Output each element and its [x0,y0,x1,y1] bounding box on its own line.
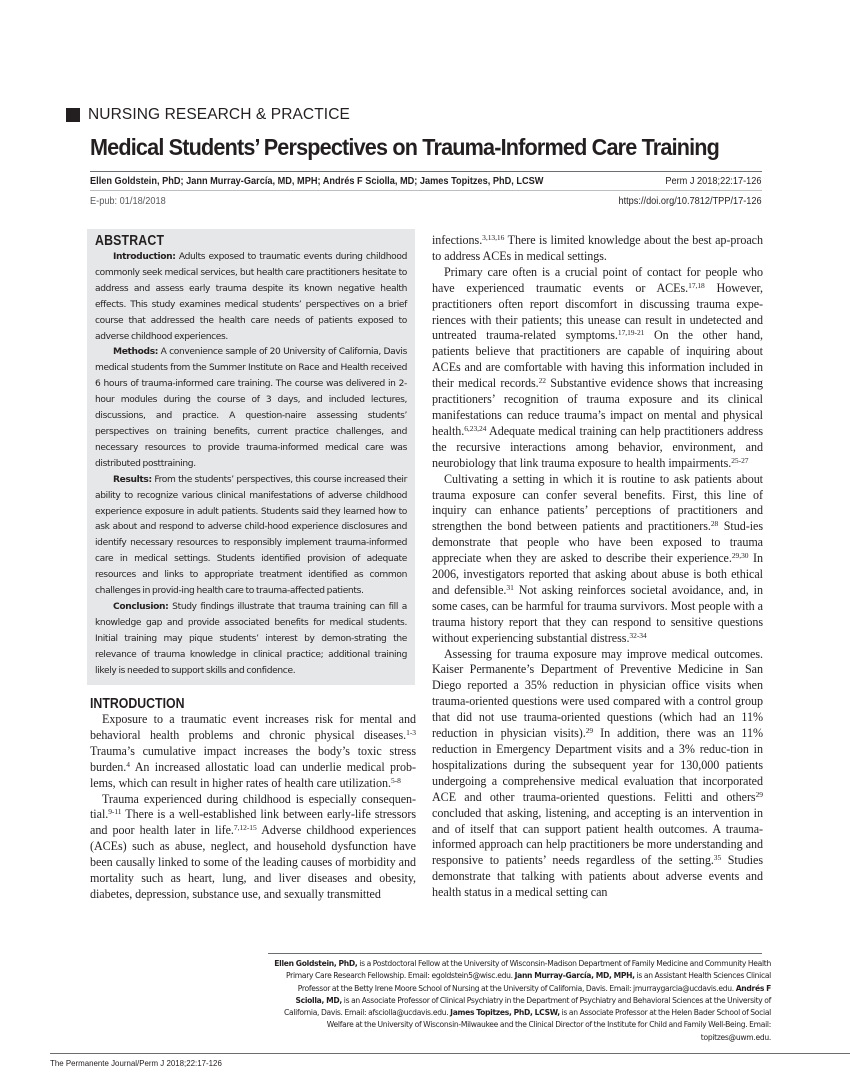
byline [90,176,762,187]
author-list: Ellen Goldstein, PhD; Jann Murray-García, MD, MPH; Andrés F Sciolla, MD; James Topitzes, PhD, LCSW [90,176,544,187]
abstract-heading: ABSTRACT [95,233,165,249]
text-run: is a Postdoctoral Fellow at the University of Wisconsin-Madison Department of Family Medicine and Community Health Primary Care Research Fellowship. Email: egoldstein5@wisc.edu. [286,959,771,981]
citation-reference[interactable]: 28 [710,519,719,529]
introduction-heading: INTRODUCTION [90,696,185,712]
body-paragraph [432,472,763,647]
citation-reference[interactable]: 17,18 [688,280,705,290]
author-notes-divider [268,953,762,954]
abstract-methods [95,345,407,472]
author-name: Andrés F Sciolla, MD, [295,983,771,1005]
citation-reference[interactable]: 17,19-21 [617,328,645,338]
byline-divider [90,190,762,191]
text-run: In 2006, investigators reported that asking about abuse is both ethical and defensible. [432,551,763,597]
author-name: James Topitzes, PhD, LCSW, [450,1008,560,1018]
title-divider [90,171,762,172]
text-run: Not asking reinforces societal avoidance, and, in some cases, can be harmful for trauma survivors. Most people with a trauma history report that they can respond to sensitive questions without experiencing substantial distress. [432,582,763,645]
citation-reference[interactable]: 35 [713,853,722,863]
citation-reference[interactable]: 7,12-15 [233,823,257,833]
abstract-text: Adults exposed to traumatic events during childhood commonly seek medical services, but health care practitioners hesitate to address and assess early trauma despite its known negative health effects. This study examines medical students’ perspectives on a brief course that addressed the health care needs of patients exposed to adverse childhood experiences. [95,252,407,342]
citation-reference[interactable]: 6,23,24 [464,423,487,433]
author-notes [268,958,771,1044]
publication-info [90,196,762,207]
text-run: Adverse childhood experiences (ACEs) such as abuse, neglect, and household dysfunction have been causally linked to some of the leading causes of morbidity and mortality such as heart, lung, and liver diseases and obesity, diabetes, depression, substance use, and sexually transmitted [90,823,416,901]
section-tag [66,106,350,124]
text-run: Studies demonstrate that talking with patients about adverse events and health status in a medical setting can [432,853,763,900]
text-run: infections. [432,233,483,247]
citation-reference[interactable]: 3,13,16 [482,232,505,242]
text-run: Trauma’s cumulative impact increases the body’s toxic stress burden. [90,743,416,774]
text-run: Adequate medical training can help practitioners address the recursive interactions among behavior, environment, and neurobiology that link trauma exposure to health impairments. [432,423,763,470]
right-column [432,233,763,901]
abstract-label: Introduction: [113,252,176,262]
text-run: There is limited knowledge about the best ap-proach to address ACEs in medical settings. [432,233,763,263]
page-footer: The Permanente Journal/Perm J 2018;22:17-126 [50,1058,222,1068]
abstract-introduction [95,250,407,345]
text-run: There is a well-established link between early-life stressors and poor health later in life. [90,807,416,838]
abstract-results [95,473,407,600]
text-run: An increased allostatic load can underlie medical prob-lems, which can result in higher rates of health care utilization. [90,759,416,790]
abstract-label: Results: [113,474,152,485]
epub-date: E-pub: 01/18/2018 [90,196,166,207]
text-run: concluded that asking, listening, and accepting is an intervention in and of itself that can support patient health outcomes. A trauma-informed approach can help practitioners be more understanding and responsive to patients’ needs regardless of the setting. [432,805,763,868]
section-label: NURSING RESEARCH & PRACTICE [88,106,350,123]
abstract-label: Conclusion: [113,601,169,612]
body-paragraph [90,792,416,903]
citation-reference[interactable]: 22 [538,376,547,386]
doi-link[interactable]: https://doi.org/10.7812/TPP/17-126 [618,196,762,207]
text-run: is an Associate Professor of Clinical Psychiatry in the Department of Psychiatry and Behavioral Sciences at the University of California, Davis. Email: afsciolla@ucdavis.edu. [284,995,771,1018]
text-run: Trauma experienced during childhood is especially consequen-tial. [90,791,416,822]
text-run: Substantive evidence shows that increasing practitioners’ recognition of trauma exposure and its clinical manifestations can reduce trauma’s impact on mental and physical health. [432,376,763,438]
left-column [90,696,416,903]
citation-reference[interactable]: 1-3 [406,727,416,737]
text-run: In addition, there was an 11% reduction in Emergency Department visits and a 3% reduc-tion in hospitalizations during the subsequent year for 130,000 patients undergoing a comprehensive medical evaluation that incorporated ACE and other trauma-oriented questions. Felitti and others [432,726,763,804]
body-paragraph [432,265,763,472]
body-paragraph [432,647,763,902]
text-run: Exposure to a traumatic event increases risk for mental and behavioral health problems and chronic physical diseases. [90,712,416,742]
body-paragraph [90,712,416,792]
author-name: Ellen Goldstein, PhD, [274,959,358,968]
body-paragraph [432,233,763,265]
text-run: Primary care often is a crucial point of contact for people who have experienced traumatic events or ACEs. [432,264,763,295]
citation-reference[interactable]: 29 [755,789,763,799]
introduction-left-text [90,712,416,903]
citation-reference[interactable]: 32-34 [629,630,647,640]
author-name: Jann Murray-García, MD, MPH, [514,971,635,981]
text-run: On the other hand, patients believe that practitioners are capable of inquiring about ACEs and are comfortable with having this information included in their medical records. [432,328,763,391]
journal-citation: Perm J 2018;22:17-126 [665,176,762,187]
text-run: Stud-ies demonstrate that people who have been exposed to trauma appreciate when they are asked to describe their experience. [432,519,763,566]
citation-reference[interactable]: 5-8 [390,775,401,785]
text-run: is an Associate Professor at the Helen Bader School of Social Welfare at the University of Wisconsin-Milwaukee and the Clinical Director of the Institute for Child and Family Well-Being. Email: topitzes@uwm.edu. [326,1008,771,1042]
citation-reference[interactable]: 9-11 [108,807,122,817]
article-title: Medical Students’ Perspectives on Trauma-Informed Care Training [90,134,720,160]
citation-reference[interactable]: 31 [506,582,514,592]
section-square-icon [66,108,80,122]
abstract-text: Study findings illustrate that trauma training can fill a knowledge gap and provide associated benefits for medical students. Initial training may pique students’ interest by demon-strating the relevance of trauma knowledge in clinical practice; additional training likely is needed to support skills and confidence. [95,601,407,676]
citation-reference[interactable]: 25-27 [731,455,749,465]
text-run: However, practitioners often report discomfort in discussing trauma expe-riences with their patients; this unease can result in undetected and untreated trauma-related symptoms. [432,280,763,343]
abstract-conclusion [95,600,407,680]
footer-divider [50,1053,850,1054]
introduction-right-text [432,233,763,901]
text-run: Cultivating a setting in which it is routine to ask patients about trauma exposure can confer several benefits. First, this line of inquiry can enhance patients’ perceptions of practitioners and strengthen the bond between patients and practitioners. [432,471,763,534]
text-run: Assessing for trauma exposure may improve medical outcomes. Kaiser Permanente’s Department of Preventive Medicine in San Diego reported a 35% reduction in physician office visits when trauma-oriented questions were used compared with a control group that did not use trauma-oriented questions (which had an 11% reduction in physician visits). [432,646,763,741]
text-run: is an Assistant Health Sciences Clinical Professor at the Betty Irene Moore School of Nursing at the University of California, Davis. Email: jmurraygarcia@ucdavis.edu. [297,971,771,993]
abstract-text: A convenience sample of 20 University of California, Davis medical students from the Summer Institute on Race and Health received 6 hours of trauma-informed care training. The course was delivered in 2-hour modules during the course of 3 days, and included lectures, discussions, and practice. A question-naire assessing students’ perspectives on training benefits, current practice challenges, and necessary resources to provide trauma-informed medical care was distributed posttraining. [95,347,407,469]
abstract-box [87,229,415,685]
abstract-label: Methods: [113,347,159,358]
citation-reference[interactable]: 29,30 [731,551,749,560]
abstract-text: From the students’ perspectives, this course increased their ability to recognize various clinical manifestations of adverse childhood experience exposure in adult patients. Students said they learned how to ask about and respond to adverse child-hood experience disclosures and identify necessary resources to responsibly implement trauma-informed care in medical settings. Students identified provision of adequate resources and links to appropriate treatment identified as common challenges in provid-ing health care to trauma-affected patients. [95,474,407,597]
citation-reference[interactable]: 4 [126,759,130,769]
citation-reference[interactable]: 29 [585,725,594,735]
